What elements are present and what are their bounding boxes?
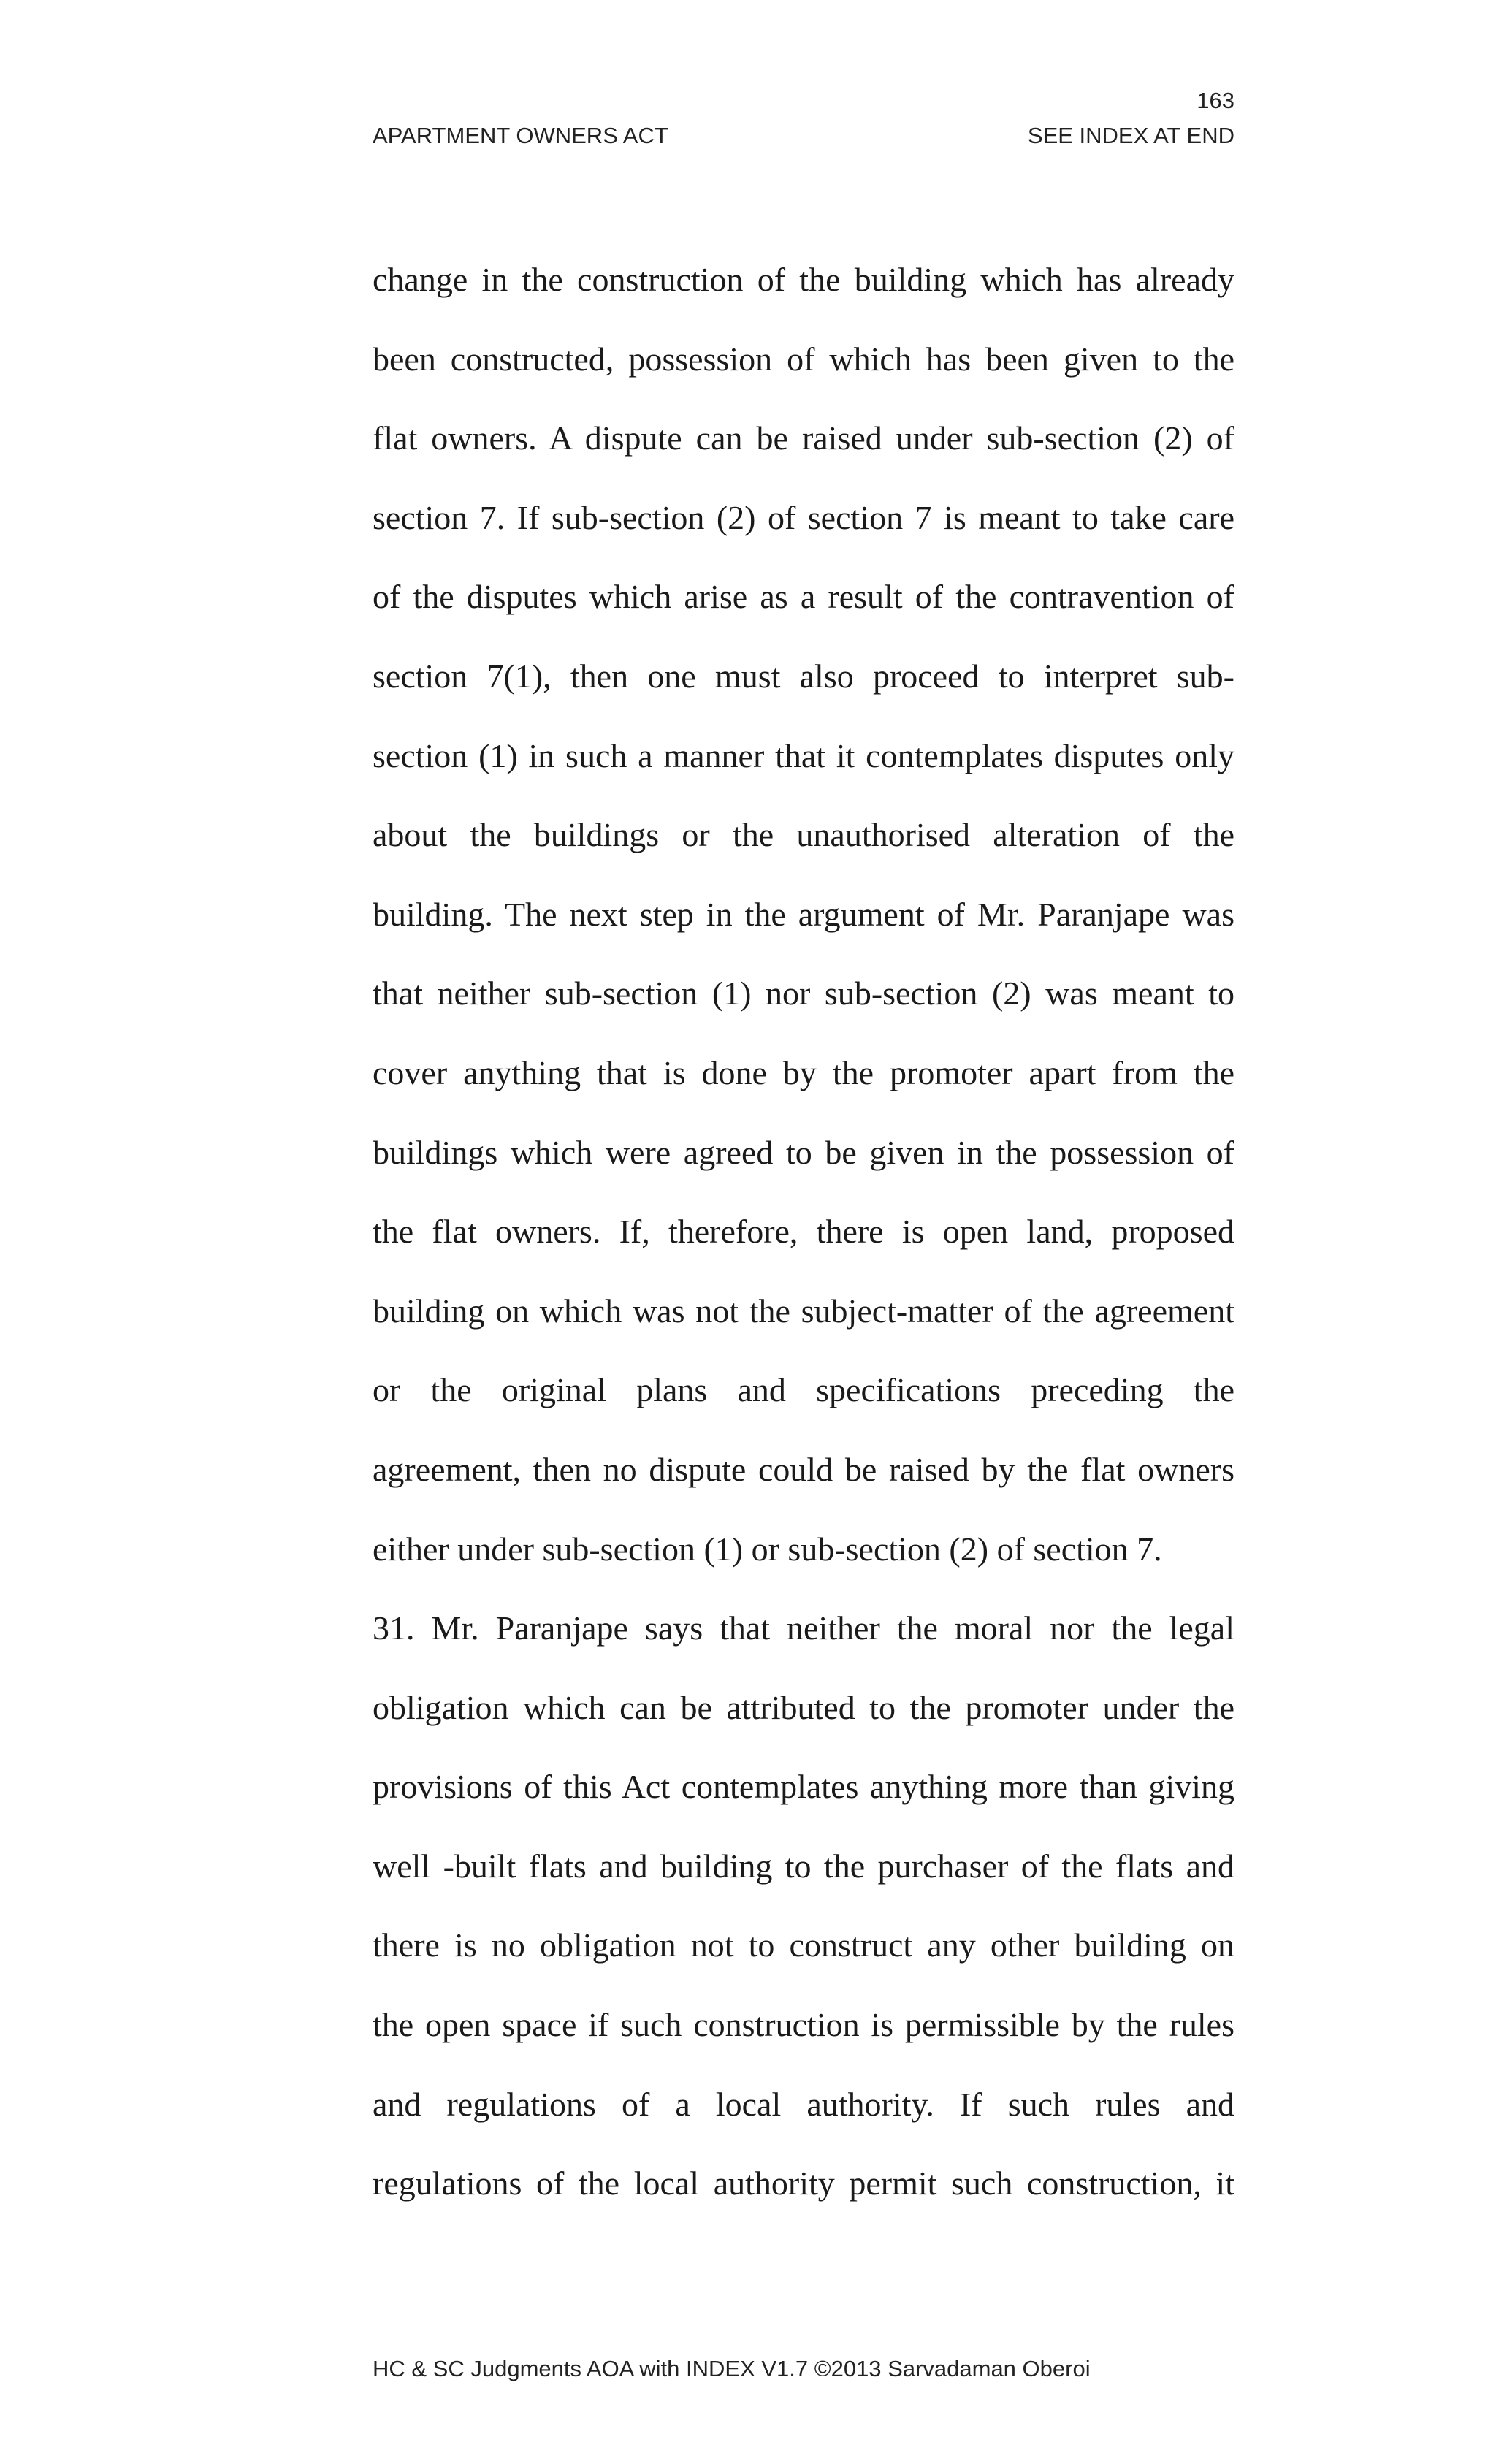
body-line: or the original plans and specifications preceding the (373, 1371, 1234, 1409)
body-line: been constructed, possession of which has been given to the (373, 340, 1234, 378)
page-number: 163 (1197, 88, 1234, 113)
header-title: APARTMENT OWNERS ACT (373, 123, 668, 148)
body-line: of the disputes which arise as a result of the contravention of (373, 578, 1234, 616)
body-line: change in the construction of the building which has already (373, 261, 1234, 298)
body-line: obligation which can be attributed to the promoter under the (373, 1688, 1234, 1726)
body-line: buildings which were agreed to be given in the possession of (373, 1133, 1234, 1171)
body-line: either under sub-section (1) or sub-section (2) of section 7. (373, 1530, 1162, 1568)
body-line: and regulations of a local authority. If such rules and (373, 2085, 1234, 2123)
header-index-note: SEE INDEX AT END (1027, 123, 1234, 148)
body-line: about the buildings or the unauthorised alteration of the (373, 816, 1234, 854)
body-line: provisions of this Act contemplates anything more than giving (373, 1768, 1234, 1806)
page-footer: HC & SC Judgments AOA with INDEX V1.7 ©2013 Sarvadaman Oberoi (373, 2356, 1091, 2381)
body-line: flat owners. A dispute can be raised under sub-section (2) of (373, 419, 1234, 457)
body-line: building. The next step in the argument of Mr. Paranjape was (373, 895, 1234, 933)
body-line: agreement, then no dispute could be raised by the flat owners (373, 1450, 1234, 1488)
body-line: section 7(1), then one must also proceed to interpret sub- (373, 657, 1234, 695)
body-line: the open space if such construction is permissible by the rules (373, 2006, 1234, 2044)
running-header (373, 123, 1234, 149)
body-line: that neither sub-section (1) nor sub-section (2) was meant to (373, 974, 1234, 1012)
body-line: section (1) in such a manner that it contemplates disputes only (373, 736, 1234, 774)
body-line: section 7. If sub-section (2) of section 7 is meant to take care (373, 498, 1234, 536)
body-line: 31. Mr. Paranjape says that neither the moral nor the legal (373, 1609, 1234, 1647)
body-line: regulations of the local authority permit such construction, it (373, 2164, 1234, 2202)
body-line: building on which was not the subject-matter of the agreement (373, 1292, 1234, 1330)
body-text (373, 252, 1234, 2235)
body-line: cover anything that is done by the promoter apart from the (373, 1053, 1234, 1091)
body-line: well -built flats and building to the purchaser of the flats and (373, 1847, 1234, 1885)
body-line: the flat owners. If, therefore, there is open land, proposed (373, 1213, 1234, 1251)
body-line: there is no obligation not to construct any other building on (373, 1926, 1234, 1964)
